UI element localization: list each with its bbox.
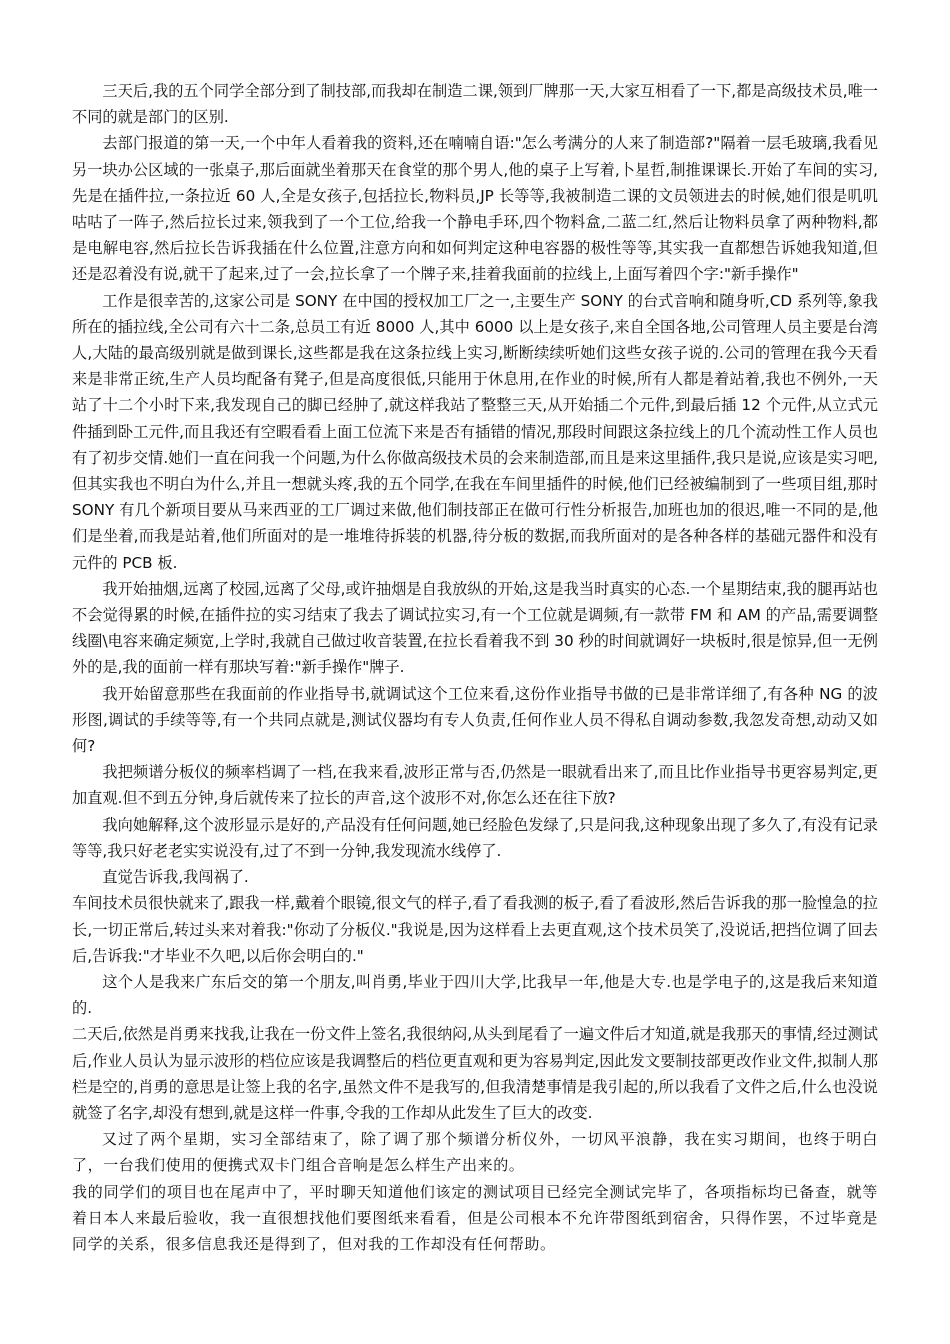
paragraph-11: 二天后,依然是肖勇来找我,让我在一份文件上签名,我很纳闷,从头到尾看了一遍文件后才知道,就是我那天的事情,经过测试后,作业人员认为显示波形的档位应该是我调整后的档位更直观和更为容易判定,因此发文要制技部更改作业文件,拟制人那栏是空的,肖勇的意思是让签上我的名字,虽然文件不是我写的,但我清楚事情是我引起的,所以我看了文件之后,什么也没说就签了名字,却没有想到,就是这样一件事,令我的工作却从此发生了巨大的改变.	[72, 1025, 878, 1122]
paragraph-7: 我向她解释,这个波形显示是好的,产品没有任何问题,她已经脸色发绿了,只是问我,这种现象出现了多久了,有没有记录等等,我只好老老实实说没有,过了不到一分钟,我发现流水线停了.	[72, 815, 878, 860]
paragraph-2: 去部门报道的第一天,一个中年人看着我的资料,还在喃喃自语:"怎么考满分的人来了制造部?"隔着一层毛玻璃,我看见另一块办公区域的一张桌子,那后面就坐着那天在食堂的那个男人,他的桌子上写着,卜星哲,制推课课长.开始了车间的实习,先是在插件拉,一条拉近 60 人,全是女孩子,包括拉长,物料员,JP 长等等,我被制造二课的文员领进去的时候,她们很是叽叽咕咕了一阵子,然后拉长过来,领我到了一个工位,给我一个静电手环,四个物料盒,二蓝二红,然后让物料员拿了两种物料,都是电解电容,然后拉长告诉我插在什么位置,注意方向和如何判定这种电容器的极性等等,其实我一直都想告诉她我知道,但还是忍着没有说,就干了起来,过了一会,拉长拿了一个牌子来,挂着我面前的拉线上,上面写着四个字:"新手操作"	[72, 134, 878, 284]
paragraph-6: 我把频谱分板仪的频率档调了一档,在我来看,波形正常与否,仍然是一眼就看出来了,而且比作业指导书更容易判定,更加直观.但不到五分钟,身后就传来了拉长的声音,这个波形不对,你怎么还在往下放?	[72, 763, 878, 808]
paragraph-10: 这个人是我来广东后交的第一个朋友,叫肖勇,毕业于四川大学,比我早一年,他是大专.也是学电子的,这是我后来知道的.	[72, 972, 878, 1018]
paragraph-9: 车间技术员很快就来了,跟我一样,戴着个眼镜,很文气的样子,看了看我测的板子,看了看波形,然后告诉我的那一脸惶急的拉长,一切正常后,转过头来对着我:"你动了分板仪."我说是,因为这样看上去更直观,这个技术员笑了,没说话,把挡位调了回去后,告诉我:"才毕业不久吧,以后你会明白的."	[72, 894, 878, 965]
paragraph-3: 工作是很幸苦的,这家公司是 SONY 在中国的授权加工厂之一,主要生产 SONY 的台式音响和随身听,CD 系列等,象我所在的插拉线,全公司有六十二条,总员工有近 8000 人,其中 6000 以上是女孩子,来自全国各地,公司管理人员主要是台湾人,大陆的最高级别就是做到课长,这些都是我在这条拉线上实习,断断续续听她们这些女孩子说的.公司的管理在我今天看来是非常正统,生产人员均配备有凳子,但是高度很低,只能用于休息用,在作业的时候,所有人都是着站着,我也不例外,一天站了十二个小时下来,我发现自己的脚已经肿了,就这样我站了整整三天,从开始插二个元件,到最后插 12 个元件,从立式元件插到卧工元件,而且我还有空暇看看上面工位流下来是否有插错的情况,那段时间跟这条拉线上的几个流动性工作人员也有了初步交情.她们一直在问我一个问题,为什么你做高级技术员的会来制造部,而且是来这里插件,我只是说,应该是实习吧,但其实我也不明白为什么,并且一想就头疼,我的五个同学,在我在车间里插件的时候,他们已经被编制到了一些项目组,那时 SONY 有几个新项目要从马来西亚的工厂调过来做,他们制技部正在做可行性分析报告,加班也加的很迟,唯一不同的是,他们是坐着,而我是站着,他们所面对的是一堆堆待拆装的机器,待分板的数据,而我所面对的是各种各样的基础元器件和没有元件的 PCB 板.	[72, 291, 878, 572]
paragraph-12: 又过了两个星期，实习全部结束了，除了调了那个频谱分析仪外，一切风平浪静，我在实习期间，也终于明白了，一台我们使用的便携式双卡门组合音响是怎么样生产出来的。	[72, 1130, 878, 1175]
paragraph-4: 我开始抽烟,远离了校园,远离了父母,或许抽烟是自我放纵的开始,这是我当时真实的心态.一个星期结束,我的腿再站也不会觉得累的时候,在插件拉的实习结束了我去了调试拉实习,有一个工位就是调频,有一款带 FM 和 AM 的产品,需要调整线圈\电容来确定频宽,上学时,我就自己做过收音装置,在拉长看着我不到 30 秒的时间就调好一块板时,很是惊异,但一无例外的是,我的面前一样有那块写着:"新手操作"牌子.	[72, 579, 878, 677]
paragraph-13: 我的同学们的项目也在尾声中了，平时聊天知道他们该定的测试项目已经完全测试完毕了，各项指标均已备查，就等着日本人来最后验收，我一直很想找他们要图纸来看看，但是公司根本不允许带图纸到宿舍，只得作罢，不过毕竟是同学的关系，很多信息我还是得到了，但对我的工作却没有任何帮助。	[72, 1182, 878, 1253]
paragraph-8: 直觉告诉我,我闯祸了.	[102, 868, 249, 887]
paragraph-1: 三天后,我的五个同学全部分到了制技部,而我却在制造二课,领到厂牌那一天,大家互相看了一下,都是高级技术员,唯一不同的就是部门的区别.	[72, 82, 878, 127]
paragraph-5: 我开始留意那些在我面前的作业指导书,就调试这个工位来看,这份作业指导书做的已是非常详细了,有各种 NG 的波形图,调试的手续等等,有一个共同点就是,测试仪器均有专人负责,任何作业人员不得私自调动参数,我忽发奇想,动动又如何?	[72, 684, 878, 756]
